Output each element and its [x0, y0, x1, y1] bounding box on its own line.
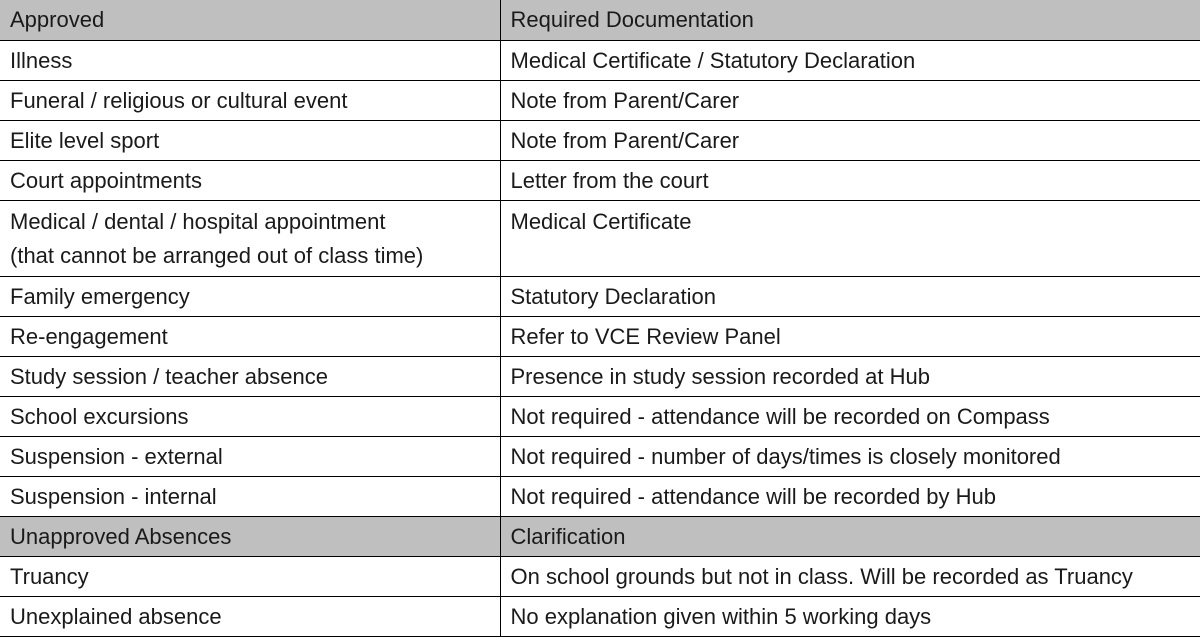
- absence-reason: Elite level sport: [0, 120, 500, 160]
- absence-reason: School excursions: [0, 396, 500, 436]
- absence-reason: [0, 200, 500, 276]
- required-documentation: Not required - attendance will be recorded by Hub: [500, 476, 1200, 516]
- required-documentation: Medical Certificate / Statutory Declaration: [500, 40, 1200, 80]
- table-row: [0, 596, 1200, 636]
- table-row: [0, 80, 1200, 120]
- absence-reason-line-2: (that cannot be arranged out of class time): [10, 242, 424, 268]
- table-row: [0, 476, 1200, 516]
- required-documentation: Note from Parent/Carer: [500, 80, 1200, 120]
- absence-reason-line-1: Medical / dental / hospital appointment: [10, 208, 386, 234]
- absence-reason: Funeral / religious or cultural event: [0, 80, 500, 120]
- unapproved-header-row: [0, 516, 1200, 556]
- absence-reason: Family emergency: [0, 276, 500, 316]
- table-row: [0, 396, 1200, 436]
- clarification-header: Clarification: [500, 516, 1200, 556]
- required-documentation: Presence in study session recorded at Hub: [500, 356, 1200, 396]
- required-documentation: Not required - attendance will be recorded on Compass: [500, 396, 1200, 436]
- table-row: [0, 356, 1200, 396]
- table-row: [0, 40, 1200, 80]
- absence-reason: Unexplained absence: [0, 596, 500, 636]
- table-row: [0, 436, 1200, 476]
- required-documentation: Medical Certificate: [500, 200, 1200, 276]
- table-row: [0, 316, 1200, 356]
- absence-reason: Truancy: [0, 556, 500, 596]
- required-documentation: Statutory Declaration: [500, 276, 1200, 316]
- unapproved-absences-header: Unapproved Absences: [0, 516, 500, 556]
- approved-header-row: [0, 0, 1200, 40]
- table-row: [0, 276, 1200, 316]
- absence-reason: Suspension - external: [0, 436, 500, 476]
- table-row: [0, 556, 1200, 596]
- absence-reason: Re-engagement: [0, 316, 500, 356]
- absence-reason: Suspension - internal: [0, 476, 500, 516]
- clarification: On school grounds but not in class. Will be recorded as Truancy: [500, 556, 1200, 596]
- required-documentation: Note from Parent/Carer: [500, 120, 1200, 160]
- absence-reason: Court appointments: [0, 160, 500, 200]
- table-row: [0, 120, 1200, 160]
- absence-reason: Illness: [0, 40, 500, 80]
- absence-reason: Study session / teacher absence: [0, 356, 500, 396]
- required-documentation: Not required - number of days/times is closely monitored: [500, 436, 1200, 476]
- required-documentation: Letter from the court: [500, 160, 1200, 200]
- table-row: [0, 200, 1200, 276]
- clarification: No explanation given within 5 working days: [500, 596, 1200, 636]
- required-documentation-header: Required Documentation: [500, 0, 1200, 40]
- required-documentation: Refer to VCE Review Panel: [500, 316, 1200, 356]
- approved-header: Approved: [0, 0, 500, 40]
- table-row: [0, 160, 1200, 200]
